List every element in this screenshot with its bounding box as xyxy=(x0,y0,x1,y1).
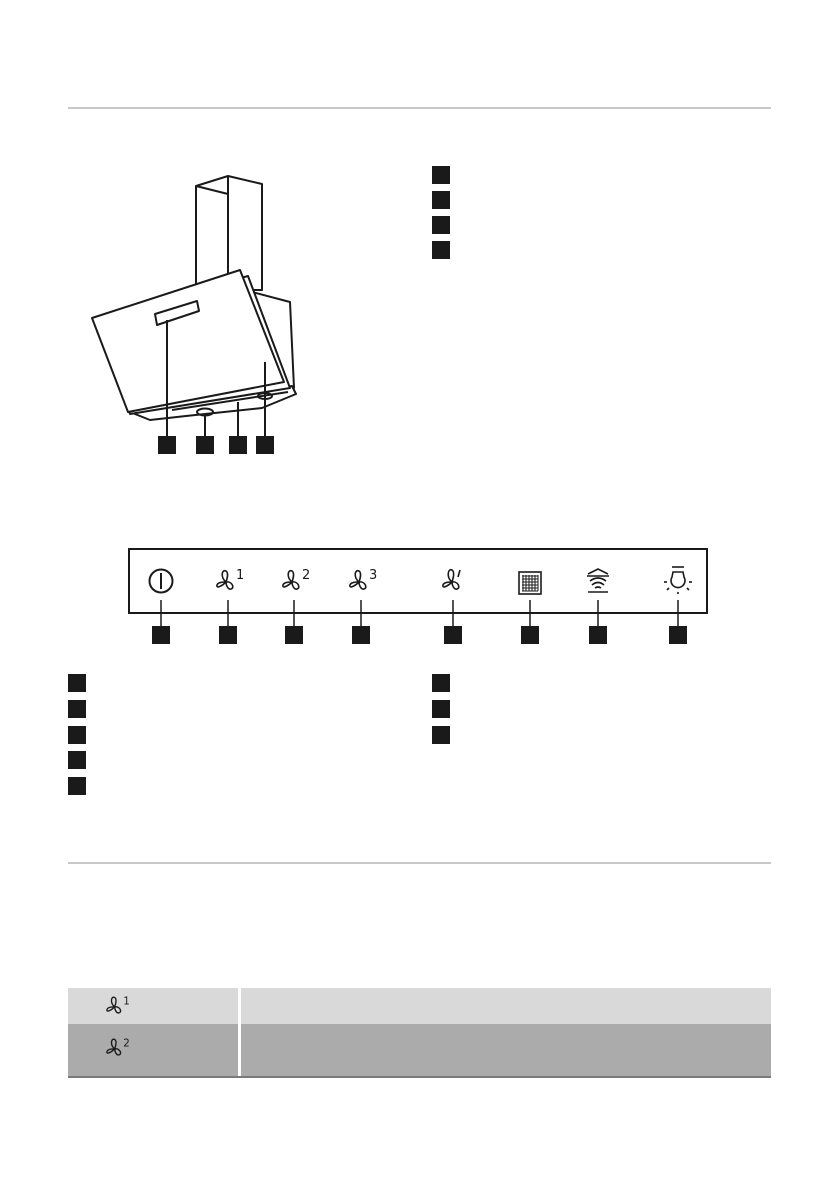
power-icon[interactable] xyxy=(148,568,174,594)
panel-callout-8 xyxy=(669,626,687,644)
fan-speed-3-label: 3 xyxy=(369,568,378,583)
panel-legend-marker-2 xyxy=(68,700,86,718)
fan-intensive-icon[interactable] xyxy=(438,566,468,596)
panel-callout-3 xyxy=(285,626,303,644)
panel-legend-marker-6 xyxy=(432,674,450,692)
fan-speed-1-icon xyxy=(104,994,134,1018)
fan-speed-1-label: 1 xyxy=(236,568,245,583)
panel-callout-4 xyxy=(352,626,370,644)
light-icon[interactable] xyxy=(662,565,694,595)
panel-callout-7 xyxy=(589,626,607,644)
fan-speed-2-icon[interactable] xyxy=(280,567,314,595)
panel-legend-marker-5 xyxy=(68,777,86,795)
grease-filter-icon[interactable] xyxy=(518,571,542,595)
table-speed-1-label: 1 xyxy=(123,995,130,1008)
table-cell-description xyxy=(241,1024,771,1076)
panel-legend-marker-7 xyxy=(432,700,450,718)
section-divider xyxy=(68,862,771,864)
panel-callout-5 xyxy=(444,626,462,644)
fan-speed-1-icon[interactable] xyxy=(214,567,248,595)
table-row xyxy=(68,988,771,1024)
panel-callout-2 xyxy=(219,626,237,644)
panel-callout-6 xyxy=(521,626,539,644)
hob-hood-icon[interactable] xyxy=(585,566,611,594)
panel-legend-marker-4 xyxy=(68,751,86,769)
panel-legend-marker-3 xyxy=(68,726,86,744)
fan-speed-2-icon xyxy=(104,1036,134,1060)
table-cell-description xyxy=(241,988,771,1024)
table-speed-2-label: 2 xyxy=(123,1037,130,1050)
fan-speed-3-icon[interactable] xyxy=(347,567,381,595)
fan-speed-table xyxy=(68,988,771,1078)
panel-legend-marker-1 xyxy=(68,674,86,692)
fan-speed-2-label: 2 xyxy=(302,568,311,583)
panel-callout-1 xyxy=(152,626,170,644)
panel-legend-marker-8 xyxy=(432,726,450,744)
table-row xyxy=(68,1024,771,1078)
